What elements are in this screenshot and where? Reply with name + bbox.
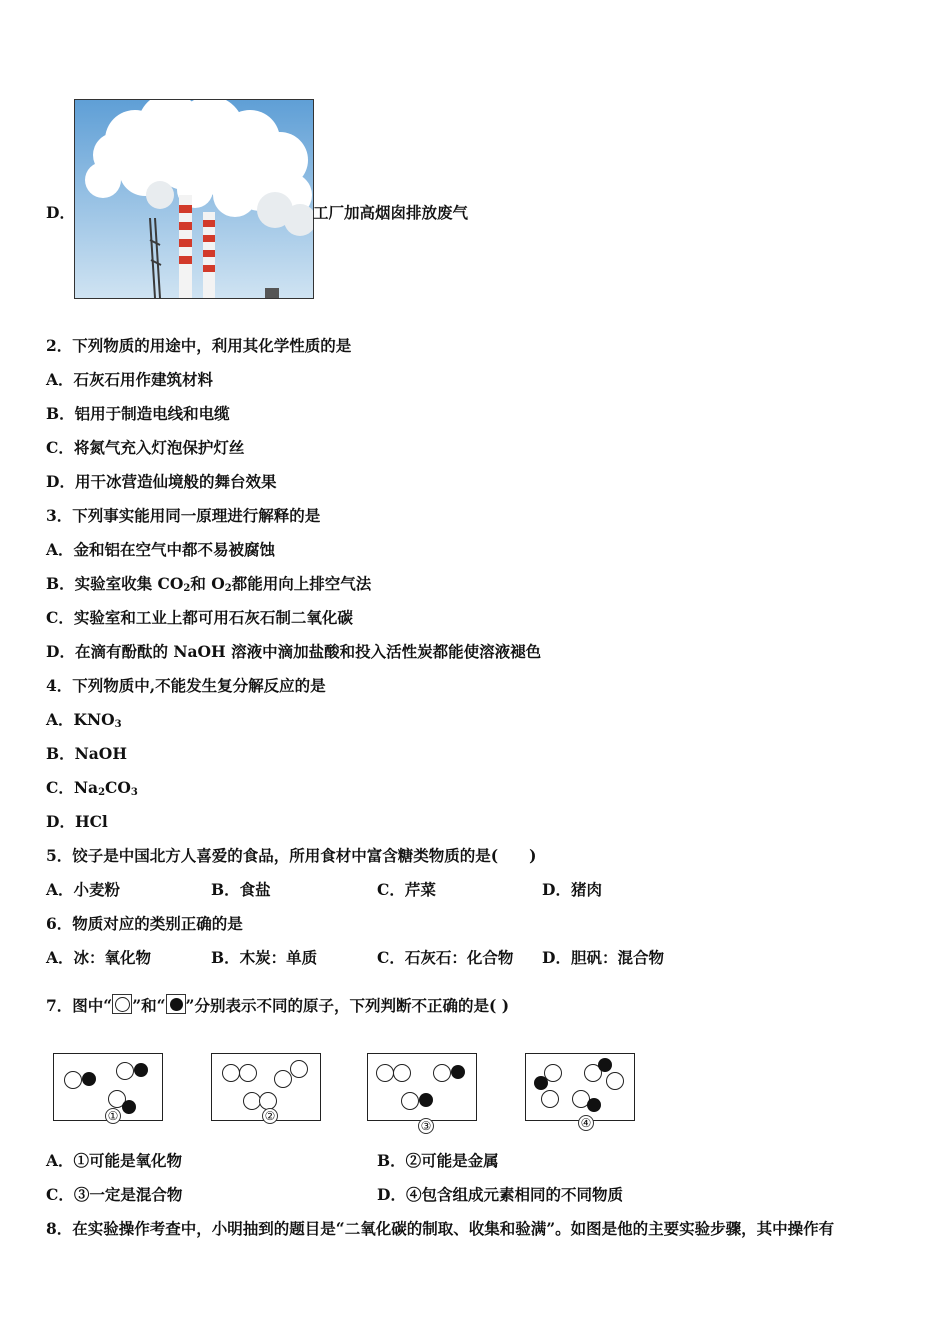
q6-option-b: B．木炭：单质: [211, 948, 318, 967]
black-atom-icon: [82, 1072, 96, 1086]
white-atom-icon: [376, 1064, 394, 1082]
particle-diagram-3: [367, 1053, 477, 1133]
q3-b-sub-1: 2: [183, 583, 191, 594]
black-atom-icon: [134, 1063, 148, 1077]
q5-stem: 5．饺子是中国北方人喜爱的食品，所用食材中富含糖类物质的是( ): [46, 846, 537, 865]
black-atom-icon: [598, 1058, 612, 1072]
white-atom-icon: [544, 1064, 562, 1082]
white-atom-icon: [401, 1092, 419, 1110]
black-atom-icon: [451, 1065, 465, 1079]
q7-option-a: A．①可能是氧化物: [46, 1151, 183, 1170]
q3-option-a: A．金和铝在空气中都不易被腐蚀: [46, 540, 276, 559]
particle-diagram-1: [53, 1053, 163, 1121]
white-atom-icon: [606, 1072, 624, 1090]
q1-option-d-label: D．: [46, 203, 75, 222]
q2-option-b: B．铝用于制造电线和电缆: [46, 404, 230, 423]
q4-a-text: A．KNO: [46, 710, 115, 729]
diagram-number-3: ③: [418, 1118, 434, 1134]
q2-option-a: A．石灰石用作建筑材料: [46, 370, 214, 389]
factory-chimney-photo: [74, 99, 314, 299]
q4-option-a: [46, 710, 122, 735]
white-atom-icon: [222, 1064, 240, 1082]
black-atom-legend-icon: [166, 994, 186, 1014]
particle-diagram-2: [211, 1053, 321, 1121]
q3-option-b: [46, 574, 371, 599]
white-atom-icon: [433, 1064, 451, 1082]
white-atom-legend-icon: [112, 994, 132, 1014]
q7-option-b: B．②可能是金属: [377, 1151, 499, 1170]
white-atom-icon: [64, 1071, 82, 1089]
q5-option-c: C．芹菜: [377, 880, 436, 899]
q2-stem: 2．下列物质的用途中，利用其化学性质的是: [46, 336, 352, 355]
q7-option-d: D．④包含组成元素相同的不同物质: [377, 1185, 623, 1204]
q4-c-text-1: C．Na: [46, 778, 99, 797]
q5-option-b: B．食盐: [211, 880, 271, 899]
q2-option-d: D．用干冰营造仙境般的舞台效果: [46, 472, 277, 491]
black-atom-icon: [122, 1100, 136, 1114]
q4-option-c: [46, 778, 138, 803]
q4-a-sub: 3: [114, 719, 122, 730]
q6-option-a: A．冰：氧化物: [46, 948, 152, 967]
white-atom-icon: [541, 1090, 559, 1108]
white-atom-icon: [116, 1062, 134, 1080]
q3-b-sub-2: 2: [224, 583, 232, 594]
black-atom-icon: [587, 1098, 601, 1112]
diagram-number-2: ②: [262, 1108, 278, 1124]
white-atom-icon: [239, 1064, 257, 1082]
diagram-number-4: ④: [578, 1115, 594, 1131]
q4-stem: 4．下列物质中,不能发生复分解反应的是: [46, 676, 326, 695]
q5-option-a: A．小麦粉: [46, 880, 121, 899]
q3-b-text-2: 和 O: [190, 574, 225, 593]
q7-option-c: C．③一定是混合物: [46, 1185, 183, 1204]
q2-option-c: C．将氮气充入灯泡保护灯丝: [46, 438, 245, 457]
q6-option-c: C．石灰石：化合物: [377, 948, 514, 967]
particle-diagram-4: [525, 1053, 635, 1130]
q7-stem: [46, 994, 509, 1016]
q6-option-d: D．胆矾：混合物: [542, 948, 664, 967]
q7-stem-text-3: ”分别表示不同的原子，下列判断不正确的是( ): [185, 996, 510, 1015]
q3-option-d: D．在滴有酚酞的 NaOH 溶液中滴加盐酸和投入活性炭都能使溶液褪色: [46, 642, 542, 661]
q4-c-sub-2: 3: [130, 787, 138, 798]
white-atom-icon: [290, 1060, 308, 1078]
black-atom-icon: [419, 1093, 433, 1107]
q3-option-c: C．实验室和工业上都可用石灰石制二氧化碳: [46, 608, 353, 627]
q1-option-d-caption: 工厂加高烟囱排放废气: [313, 203, 469, 222]
q4-c-sub-1: 2: [98, 787, 106, 798]
q7-stem-text-2: ”和“: [132, 996, 166, 1015]
q4-option-b: B．NaOH: [46, 744, 127, 763]
q4-c-text-2: CO: [105, 778, 131, 797]
q6-stem: 6．物质对应的类别正确的是: [46, 914, 243, 933]
white-atom-icon: [393, 1064, 411, 1082]
diagram-number-1: ①: [105, 1108, 121, 1124]
q5-option-d: D．猪肉: [542, 880, 602, 899]
q3-b-text-1: B．实验室收集 CO: [46, 574, 184, 593]
q3-stem: 3．下列事实能用同一原理进行解释的是: [46, 506, 321, 525]
q8-stem: 8．在实验操作考查中，小明抽到的题目是“二氧化碳的制取、收集和验满”。如图是他的主要实验步骤，其中操作有: [46, 1219, 835, 1238]
q3-b-text-3: 都能用向上排空气法: [231, 574, 372, 593]
q7-stem-text-1: 7．图中“: [46, 996, 113, 1015]
white-atom-icon: [274, 1070, 292, 1088]
q4-option-d: D．HCl: [46, 812, 108, 831]
